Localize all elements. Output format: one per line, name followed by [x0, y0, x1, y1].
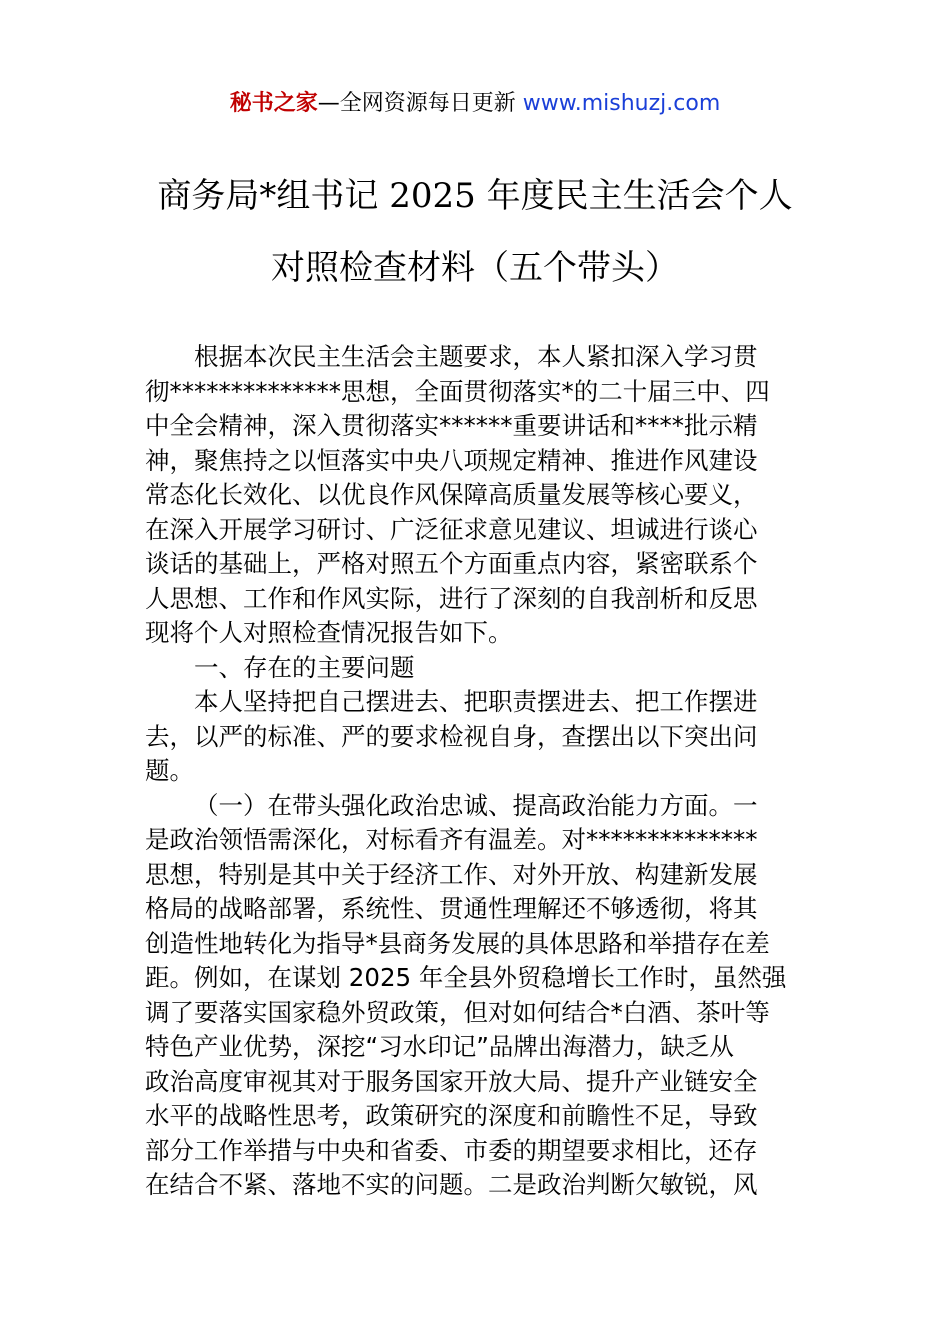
body-line: 根据本次民主生活会主题要求，本人紧扣深入学习贯	[194, 342, 758, 371]
body-line: 格局的战略部署，系统性、贯通性理解还不够透彻，将其	[145, 894, 758, 923]
body-line: 调了要落实国家稳外贸政策，但对如何结合*白酒、茶叶等	[145, 997, 770, 1027]
document-body	[145, 340, 810, 1203]
body-line: 是政治领悟需深化，对标看齐有温差。对**************	[145, 825, 758, 854]
body-line: 特色产业优势，深挖“习水印记”品牌出海潜力，缺乏从	[145, 1032, 734, 1061]
body-line: 人思想、工作和作风实际，进行了深刻的自我剖析和反思	[145, 583, 758, 613]
body-line: 创造性地转化为指导*县商务发展的具体思路和举措存在差	[145, 928, 770, 958]
brand-name: 秘书之家	[229, 91, 318, 116]
title-line-2: 对照检查材料（五个带头）	[271, 248, 679, 288]
body-line: 谈话的基础上，严格对照五个方面重点内容，紧密联系个	[145, 549, 758, 578]
body-line: 距。例如，在谋划 2025 年全县外贸稳增长工作时，虽然强	[145, 963, 787, 992]
body-line: 思想，特别是其中关于经济工作、对外开放、构建新发展	[145, 859, 758, 889]
body-line: 在结合不紧、落地不实的问题。二是政治判断欠敏锐，风	[145, 1170, 758, 1199]
site-url-link[interactable]: www.mishuzj.com	[522, 91, 721, 116]
body-line: 水平的战略性思考，政策研究的深度和前瞻性不足，导致	[145, 1101, 758, 1130]
body-line: 去，以严的标准、严的要求检视自身，查摆出以下突出问	[145, 721, 758, 751]
body-line: 在深入开展学习研讨、广泛征求意见建议、坦诚进行谈心	[145, 514, 758, 544]
site-header	[0, 88, 950, 120]
body-line: 彻**************思想，全面贯彻落实*的二十届三中、四	[145, 376, 770, 406]
body-line: 政治高度审视其对于服务国家开放大局、提升产业链安全	[145, 1066, 758, 1096]
body-line: 部分工作举措与中央和省委、市委的期望要求相比，还存	[145, 1135, 758, 1165]
body-line: 常态化长效化、以优良作风保障高质量发展等核心要义，	[145, 480, 758, 509]
body-line: 题。	[145, 756, 194, 785]
section-heading: 一、存在的主要问题	[194, 652, 415, 682]
site-tagline: —全网资源每日更新	[317, 91, 523, 116]
title-line-1: 商务局*组书记 2025 年度民主生活会个人	[157, 176, 793, 216]
body-line: 神，聚焦持之以恒落实中央八项规定精神、推进作风建设	[145, 445, 758, 475]
body-line: 本人坚持把自己摆进去、把职责摆进去、把工作摆进	[194, 687, 758, 716]
body-line: 现将个人对照检查情况报告如下。	[145, 618, 513, 647]
subsection-line: （一）在带头强化政治忠诚、提高政治能力方面。一	[194, 790, 758, 820]
body-line: 中全会精神，深入贯彻落实******重要讲话和****批示精	[145, 411, 758, 440]
document-title	[80, 160, 870, 304]
